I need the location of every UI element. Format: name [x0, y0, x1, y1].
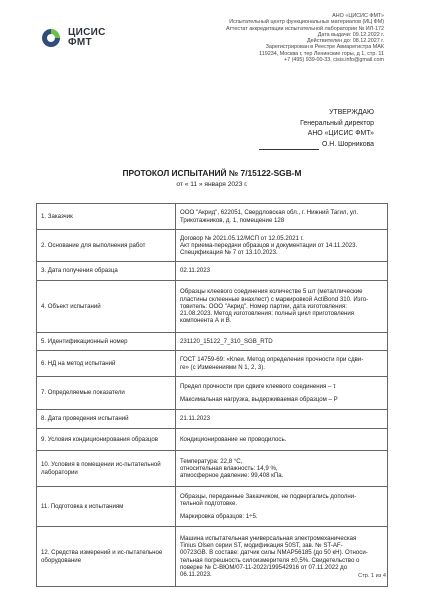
row-value: [176, 351, 388, 377]
table-row: [37, 262, 388, 281]
value-line: ГОСТ 14759-69: «Клеи. Метод определения прочности при сдви-: [180, 356, 364, 364]
value-line: 21.08.2023. Метод изготовления: полный цикл приготовления: [180, 310, 355, 318]
value-line: Максимальная нагрузка, выдерживаемая образцом – P: [180, 395, 338, 403]
approval-org: АНО «ЦИСИС ФМТ»: [307, 130, 374, 137]
value-line: ге» (с Изменениями N 1, 2, 3).: [180, 363, 265, 371]
table-row: [37, 333, 388, 351]
value-line: Маркировка образцов: 1÷5.: [180, 512, 258, 520]
row-label: 1. Заказчик: [37, 204, 176, 230]
protocol-date: от « 11 » января 2023 г.: [176, 181, 248, 188]
value-line: Температура: 22,8 °C,: [180, 457, 243, 465]
row-label: 3. Дата получения образца: [37, 262, 176, 281]
table-row: [37, 281, 388, 333]
org-line: Зарегистрирован в Реестре Авиарегистра МАК: [265, 44, 384, 51]
value-line: тельная погрешность силоизмерителя ±0,5%. Свидетельство о: [180, 556, 360, 564]
table-row: [37, 429, 388, 451]
logo-text-line1: ЦИСИС: [68, 27, 106, 38]
value-line: Образцы клеевого соединения количестве 5 шт (металлические: [180, 288, 363, 296]
value-line: пластины склеенные внахлест) с маркировкой ActiBond 310. Изго-: [180, 295, 369, 303]
value-line: 21.11.2023: [180, 415, 211, 423]
row-label: 11. Подготовка к испытаниям: [37, 487, 176, 527]
row-value: [176, 230, 388, 262]
value-line: Образцы, переданные Заказчиком, не подвергались дополни-: [180, 493, 357, 501]
row-value: [176, 262, 388, 281]
table-row: [37, 377, 388, 410]
row-label: 8. Дата проведения испытаний: [37, 410, 176, 429]
org-line: Дата выдачи: 09.12.2022 г.: [317, 31, 384, 38]
value-line: Кондиционирование не проводилось.: [180, 435, 287, 443]
organization-details: [174, 13, 384, 63]
protocol-title: ПРОТОКОЛ ИСПЫТАНИЙ № 7/15122-SGB-M: [122, 168, 302, 178]
value-line: относительная влажность: 14,9 %,: [180, 464, 278, 472]
value-line: ООО "Акрид", 622051, Свердловская обл., г. Нижний Тагил, ул.: [180, 209, 359, 217]
row-label: 10. Условия в помещении ис-пытательной лаборатории: [37, 451, 176, 487]
row-value: [176, 527, 388, 587]
table-row: [37, 527, 388, 587]
table-row: [37, 230, 388, 262]
table-row: [37, 451, 388, 487]
row-value: [176, 410, 388, 429]
signer-name: О.Н. Шорникова: [321, 140, 374, 148]
value-line: Машина испытательная универсальная электромеханическая: [180, 534, 357, 542]
row-label: 12. Средства измерений и ис-пытательное оборудование: [37, 527, 176, 587]
row-label: 4. Объект испытаний: [37, 281, 176, 333]
org-line: АНО «ЦИСИС ФМТ»: [332, 13, 384, 19]
table-row: [37, 204, 388, 230]
row-label: 5. Идентификационный номер: [37, 333, 176, 351]
logo-mark-icon: [40, 27, 62, 49]
page-number: Стр. 1 из 4: [358, 573, 386, 579]
value-line: товитель: ООО "Акрид". Номер партии, дата изготовления:: [180, 302, 347, 310]
value-line: Трикотажников, д. 1, помещение 128: [180, 216, 285, 224]
value-line: 06.11.2023.: [180, 571, 212, 579]
table-row: [37, 487, 388, 527]
row-label: 9. Условия кондиционирования образцов: [37, 429, 176, 451]
value-line: Акт приема-передачи образцов и документации от 14.11.2023.: [180, 241, 358, 249]
approval-title: УТВЕРЖДАЮ: [329, 109, 374, 116]
row-label: 2. Основание для выполнения работ: [37, 230, 176, 262]
row-value: [176, 281, 388, 333]
approval-position: Генеральный директор: [300, 119, 374, 127]
org-line: Испытательный центр функциональных материалов (ИЦ ФМ): [229, 19, 384, 26]
org-line: 119234, Москва г, тер Ленинские горы, д 1, стр. 11: [259, 50, 384, 57]
value-line: Спецификация № 7 от 13.10.2023.: [180, 249, 278, 257]
value-line: компонента А и В.: [180, 317, 232, 325]
table-row: [37, 351, 388, 377]
value-line: Tinius Olsen серии ST, модификация 50ST, зав. № ST-AF-: [180, 541, 343, 549]
approval-block: [234, 108, 374, 155]
org-line: +7 (495) 939-00-33, cisis.info@gmail.com: [283, 57, 384, 64]
value-line: атмосферное давление: 99,408 кПа.: [180, 472, 284, 480]
row-value: [176, 451, 388, 487]
table-row: [37, 410, 388, 429]
value-line: Предел прочности при сдвиге клеевого соединения – τ: [180, 383, 336, 391]
logo-text-line2: ФМТ: [68, 37, 92, 48]
value-line: тельной подготовке.: [180, 500, 238, 508]
org-line: Действителен до: 08.12.2027 г.: [307, 38, 384, 45]
protocol-table: [36, 203, 388, 587]
row-value: [176, 429, 388, 451]
value-line: 00723GB. В составе: датчик силы NMAP56185 (до 50 кН). Относи-: [180, 549, 368, 557]
value-line: Договор № 2021.05.12/МСП от 12.05.2021 г.: [180, 234, 304, 242]
row-value: [176, 204, 388, 230]
value-line: поверке № С-ВЮМ/07-11-2022/199542916 от 07.11.2022 до: [180, 563, 348, 571]
row-value: [176, 333, 388, 351]
row-label: 7. Определяемые показатели: [37, 377, 176, 410]
org-line: Аттестат аккредитации испытательной лаборатории № ИЛ-172: [225, 25, 384, 32]
value-line: 231120_15122_7_310_SGB_RTD: [180, 337, 273, 345]
row-value: [176, 487, 388, 527]
signature-row: [259, 140, 374, 151]
row-value: [176, 377, 388, 410]
value-line: 02.11.2023: [180, 267, 211, 275]
signature-line: [259, 142, 319, 150]
company-logo: [40, 27, 106, 49]
row-label: 6. НД на метод испытаний: [37, 351, 176, 377]
